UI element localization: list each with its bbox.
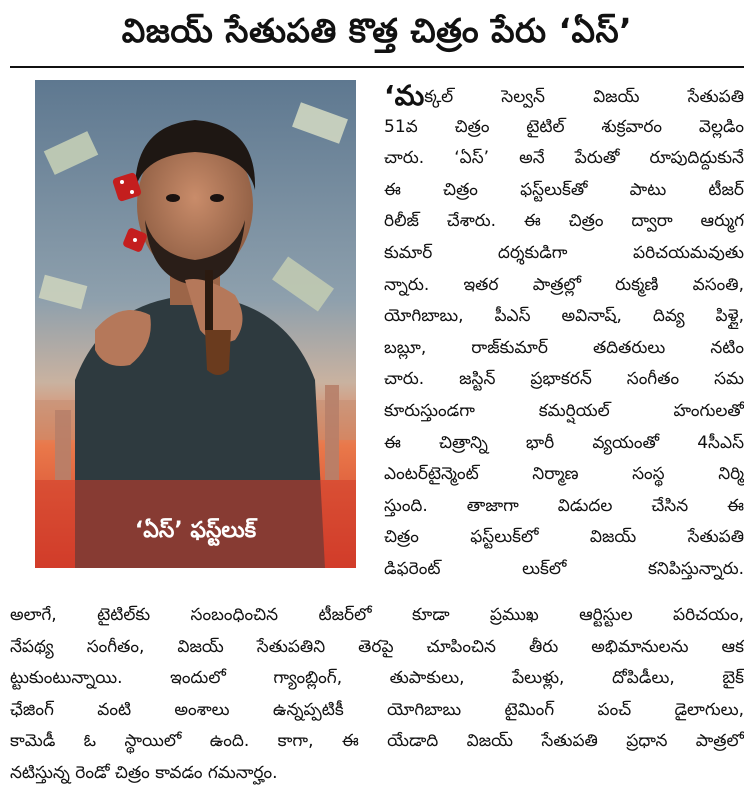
article-line [384,428,744,460]
article-continuation [10,600,744,790]
article-line-text: ఈ చిత్రాన్ని భారీ వ్యయంతో 4సీఎస్ [384,432,744,453]
article-line [384,522,744,554]
article-line [384,270,744,302]
poster-artwork [35,80,356,568]
headline-rule [10,66,744,68]
article-line [384,364,744,396]
article-line-text: క్కల్ సెల్వన్ విజయ్ సేతుపతి [424,87,744,107]
poster-caption: ‘ఏస్’ ఫస్ట్‌లుక్ [134,518,257,543]
article-line: ఛేజింగ్ వంటి అంశాలు ఉన్నప్పటికీ యోగిబాబు టైమింగ్ పంచ్ డైలాగులు, [10,699,744,720]
article-line-text: స్తుంది. తాజాగా విడుదల చేసిన ఈ [384,495,744,516]
article-line [384,491,744,523]
article-line-text: చారు. జస్టిన్ ప్రభాకరన్ సంగీతం సమ [384,369,744,390]
article-line [384,333,744,365]
article-line [384,301,744,333]
article-line [384,238,744,270]
article-line [384,459,744,491]
article-line-text: బబ్లూ, రాజ్‌కుమార్ తదితరులు నటిం [384,337,744,358]
movie-poster [35,80,356,568]
article-line [384,554,744,586]
article-line [384,143,744,175]
drop-cap: ‘మ [384,80,425,112]
article-line: నటిస్తున్న రెండో చిత్రం కావడం గమనార్హం. [10,762,278,783]
article-line-text: చిత్రం ఫస్ట్‌లుక్‌లో విజయ్ సేతుపతి [384,527,744,548]
article-line [384,396,744,428]
article-line-text: 51వ చిత్రం టైటిల్ శుక్రవారం వెల్లడిం [384,116,744,137]
article-line [384,175,744,207]
article-line: అలాగే, టైటిల్‌కు సంబంధించిన టీజర్‌లో కూడా ప్రముఖ ఆర్టిస్టుల పరిచయం, [10,605,744,625]
article-line-text: న్నారు. ఇతర పాత్రల్లో రుక్మణి వసంతి, [384,274,744,295]
article-line: నేపథ్య సంగీతం, విజయ్ సేతుపతిని తెరపై చూపించిన తీరు అభిమానులను ఆక [10,636,744,657]
article-line-text: డిఫరెంట్ లుక్‌లో కనిపిస్తున్నారు. [384,558,744,579]
headline: విజయ్ సేతుపతి కొత్త చిత్రం పేరు ‘ఏస్’ [121,11,633,50]
article-line-text: యోగిబాబు, పీఎస్ అవినాష్, దివ్య పిళ్లై, [384,306,744,327]
article-line-text: ఎంటర్‌టైన్మెంట్ నిర్మాణ సంస్థ నిర్మి [384,464,744,485]
article-line-text: రిలీజ్ చేశారు. ఈ చిత్రం ద్వారా ఆర్ముగ [384,211,744,232]
article-line [384,80,744,112]
article-line: ట్టుకుంటున్నాయి. ఇందులో గ్యాంబ్లింగ్, తుపాకులు, పేలుళ్లు, దోపిడీలు, బైక్ [10,668,744,689]
article-line-text: చారు. ‘ఏస్’ అనే పేరుతో రూపుదిద్దుకునే [384,148,744,169]
article-line-text: కూరుస్తుండగా కమర్షియల్ హంగులతో [384,400,744,421]
article-line-text: కుమార్ దర్శకుడిగా పరిచయమవుతు [384,242,744,263]
article-line: కామెడీ ఓ స్థాయిలో ఉంది. కాగా, ఈ యేడాది విజయ్ సేతుపతి ప్రధాన పాత్రలో [10,731,744,752]
article-line-text: ఈ చిత్రం ఫస్ట్‌లుక్‌తో పాటు టీజర్ [384,179,744,200]
article-line [384,112,744,144]
article-column [384,80,744,586]
article-line [384,206,744,238]
